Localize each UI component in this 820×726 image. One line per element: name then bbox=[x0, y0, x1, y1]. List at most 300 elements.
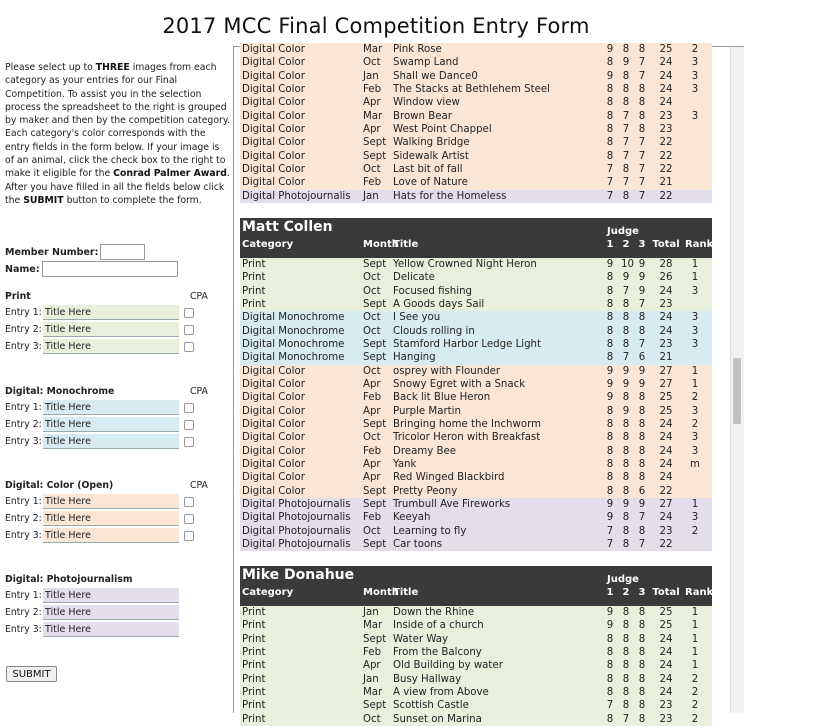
rank-cell: 3 bbox=[691, 405, 699, 417]
category-header: Category bbox=[242, 587, 294, 599]
table-row bbox=[240, 83, 712, 96]
month-cell: Feb bbox=[363, 177, 382, 189]
entry-row bbox=[5, 587, 220, 604]
entry-title-input[interactable] bbox=[43, 339, 179, 354]
cpa-checkbox[interactable] bbox=[184, 437, 194, 447]
total-cell: 24 bbox=[659, 472, 673, 484]
rank-cell: 3 bbox=[691, 110, 699, 122]
category-cell: Digital Photojournalis bbox=[242, 498, 351, 510]
month-cell: Sept bbox=[363, 352, 387, 364]
total-cell: 24 bbox=[659, 432, 673, 444]
category-cell: Digital Photojournalis bbox=[242, 190, 351, 202]
rank-cell: 3 bbox=[691, 83, 699, 95]
entry-title-input[interactable] bbox=[43, 400, 179, 415]
judge1-cell: 7 bbox=[606, 163, 614, 175]
cpa-checkbox[interactable] bbox=[184, 342, 194, 352]
section-header bbox=[5, 386, 220, 399]
category-cell: Print bbox=[242, 272, 266, 284]
month-cell: Sept bbox=[363, 137, 387, 149]
table-row bbox=[240, 431, 712, 444]
table-row bbox=[240, 96, 712, 109]
judge-header: Judge bbox=[607, 574, 639, 586]
table-row bbox=[240, 458, 712, 471]
judge1-cell: 8 bbox=[606, 458, 614, 470]
title-cell: Yellow Crowned Night Heron bbox=[393, 258, 537, 270]
judge2-cell: 8 bbox=[622, 190, 630, 202]
judge2-cell: 7 bbox=[622, 177, 630, 189]
title-cell: A Goods days Sail bbox=[393, 298, 485, 310]
judge3-cell: 8 bbox=[638, 607, 646, 619]
rank-cell: 2 bbox=[691, 713, 699, 725]
total-cell: 23 bbox=[659, 110, 673, 122]
judge1-cell: 7 bbox=[606, 700, 614, 712]
title-cell: Scottish Castle bbox=[393, 700, 469, 712]
title-cell: Water Way bbox=[393, 633, 449, 645]
judge1-cell: 8 bbox=[606, 472, 614, 484]
judge1-cell: 8 bbox=[606, 660, 614, 672]
judge2-cell: 8 bbox=[622, 83, 630, 95]
category-cell: Digital Color bbox=[242, 405, 305, 417]
cpa-checkbox[interactable] bbox=[184, 308, 194, 318]
entry-title-input[interactable] bbox=[43, 622, 179, 637]
month-cell: Oct bbox=[363, 312, 381, 324]
table-row bbox=[240, 646, 712, 659]
judge3-cell: 9 bbox=[638, 285, 646, 297]
category-cell: Digital Color bbox=[242, 392, 305, 404]
judge3-cell: 7 bbox=[638, 538, 646, 550]
judge2-cell: 8 bbox=[622, 485, 630, 497]
title-cell: Brown Bear bbox=[393, 110, 452, 122]
entry-title-input[interactable] bbox=[43, 511, 179, 526]
rank-cell: 3 bbox=[691, 285, 699, 297]
total-cell: 21 bbox=[659, 177, 673, 189]
table-row bbox=[240, 498, 712, 511]
month-cell: Feb bbox=[363, 83, 382, 95]
judge1-cell: 8 bbox=[606, 338, 614, 350]
month-cell: Apr bbox=[363, 660, 381, 672]
table-row bbox=[240, 633, 712, 646]
entry-row bbox=[5, 510, 220, 527]
total-cell: 24 bbox=[659, 512, 673, 524]
title-cell: Delicate bbox=[393, 272, 435, 284]
maker-name: Matt Collen bbox=[242, 218, 333, 235]
maker-name: Mike Donahue bbox=[242, 567, 355, 584]
category-cell: Print bbox=[242, 285, 266, 297]
table-row bbox=[240, 163, 712, 176]
judge2-cell: 8 bbox=[622, 700, 630, 712]
title-cell: Inside of a church bbox=[393, 620, 484, 632]
judge1-cell: 8 bbox=[606, 633, 614, 645]
table-row bbox=[240, 471, 712, 484]
total-cell: 26 bbox=[659, 272, 673, 284]
judge1-cell: 8 bbox=[606, 123, 614, 135]
judge3-cell: 8 bbox=[638, 525, 646, 537]
judge1-header: 1 bbox=[606, 238, 614, 250]
judge1-cell: 8 bbox=[606, 432, 614, 444]
section-title: Digital: Photojournalism bbox=[5, 574, 133, 585]
title-cell: Last bit of fall bbox=[393, 163, 463, 175]
member-number-input[interactable] bbox=[100, 244, 145, 260]
cpa-checkbox[interactable] bbox=[184, 325, 194, 335]
entry-label: Entry 2: bbox=[5, 419, 42, 430]
month-cell: Jan bbox=[363, 70, 379, 82]
judge2-cell: 8 bbox=[622, 44, 630, 55]
judge1-cell: 9 bbox=[606, 258, 614, 270]
category-cell: Print bbox=[242, 298, 266, 310]
judge1-cell: 9 bbox=[606, 392, 614, 404]
judge3-cell: 8 bbox=[638, 432, 646, 444]
entry-row bbox=[5, 604, 220, 621]
submit-button[interactable]: SUBMIT bbox=[6, 666, 57, 682]
category-cell: Digital Color bbox=[242, 378, 305, 390]
rank-cell: 1 bbox=[691, 647, 699, 659]
table-row bbox=[240, 713, 712, 726]
judge1-cell: 8 bbox=[606, 57, 614, 69]
entry-title-input[interactable] bbox=[43, 605, 179, 620]
judge2-cell: 8 bbox=[622, 512, 630, 524]
judge2-cell: 8 bbox=[622, 163, 630, 175]
scores-spreadsheet[interactable] bbox=[233, 44, 744, 725]
judge3-cell: 8 bbox=[638, 405, 646, 417]
table-row bbox=[240, 378, 712, 391]
judge2-cell: 8 bbox=[622, 312, 630, 324]
judge3-cell: 7 bbox=[638, 70, 646, 82]
judge3-cell: 8 bbox=[638, 700, 646, 712]
total-header: Total bbox=[652, 238, 680, 250]
judge1-cell: 9 bbox=[606, 70, 614, 82]
judge3-cell: 8 bbox=[638, 633, 646, 645]
entry-title-input[interactable] bbox=[43, 322, 179, 337]
category-cell: Digital Color bbox=[242, 150, 305, 162]
title-cell: From the Balcony bbox=[393, 647, 482, 659]
maker-header bbox=[240, 218, 712, 258]
total-header: Total bbox=[652, 587, 680, 599]
judge1-cell: 9 bbox=[606, 498, 614, 510]
judge3-cell: 8 bbox=[638, 392, 646, 404]
total-cell: 25 bbox=[659, 607, 673, 619]
title-cell: Sidewalk Artist bbox=[393, 150, 469, 162]
maker-header bbox=[240, 566, 712, 606]
title-cell: Swamp Land bbox=[393, 57, 459, 69]
table-row bbox=[240, 699, 712, 712]
table-row bbox=[240, 538, 712, 551]
cpa-label bbox=[190, 574, 220, 587]
title-cell: Car toons bbox=[393, 538, 443, 550]
entry-title-input[interactable] bbox=[43, 305, 179, 320]
month-cell: Oct bbox=[363, 285, 381, 297]
table-row bbox=[240, 258, 712, 271]
judge1-cell: 8 bbox=[606, 485, 614, 497]
rank-cell: 3 bbox=[691, 312, 699, 324]
judge1-cell: 7 bbox=[606, 190, 614, 202]
judge1-cell: 8 bbox=[606, 285, 614, 297]
table-row bbox=[240, 176, 712, 189]
title-header: Title bbox=[393, 587, 419, 599]
title-cell: Love of Nature bbox=[393, 177, 468, 189]
total-cell: 25 bbox=[659, 620, 673, 632]
judge2-cell: 8 bbox=[622, 525, 630, 537]
rank-cell: 2 bbox=[691, 44, 699, 55]
category-cell: Digital Color bbox=[242, 110, 305, 122]
judge2-cell: 8 bbox=[622, 647, 630, 659]
category-cell: Print bbox=[242, 607, 266, 619]
category-cell: Digital Color bbox=[242, 44, 305, 55]
total-cell: 24 bbox=[659, 312, 673, 324]
month-cell: Apr bbox=[363, 405, 381, 417]
judge3-cell: 8 bbox=[638, 673, 646, 685]
cpa-label: CPA bbox=[190, 291, 208, 302]
total-cell: 24 bbox=[659, 418, 673, 430]
title-cell: Dreamy Bee bbox=[393, 445, 457, 457]
month-cell: Oct bbox=[363, 713, 381, 725]
judge2-cell: 7 bbox=[622, 123, 630, 135]
entry-title-input[interactable] bbox=[43, 494, 179, 509]
total-cell: 27 bbox=[659, 498, 673, 510]
rank-header: Rank bbox=[685, 587, 714, 599]
cpa-checkbox[interactable] bbox=[184, 531, 194, 541]
category-cell: Digital Color bbox=[242, 83, 305, 95]
total-cell: 25 bbox=[659, 405, 673, 417]
category-cell: Digital Color bbox=[242, 365, 305, 377]
total-cell: 22 bbox=[659, 150, 673, 162]
judge2-cell: 8 bbox=[622, 445, 630, 457]
total-cell: 28 bbox=[659, 258, 673, 270]
title-cell: Purple Martin bbox=[393, 405, 461, 417]
title-cell: Clouds rolling in bbox=[393, 325, 475, 337]
category-cell: Digital Color bbox=[242, 445, 305, 457]
total-cell: 24 bbox=[659, 97, 673, 109]
title-cell: Focused fishing bbox=[393, 285, 473, 297]
judge3-cell: 9 bbox=[638, 272, 646, 284]
category-cell: Digital Color bbox=[242, 485, 305, 497]
judge2-cell: 8 bbox=[622, 97, 630, 109]
category-cell: Print bbox=[242, 713, 266, 725]
title-cell: The Stacks at Bethlehem Steel bbox=[393, 83, 550, 95]
judge3-cell: 8 bbox=[638, 312, 646, 324]
month-cell: Sept bbox=[363, 338, 387, 350]
title-cell: Walking Bridge bbox=[393, 137, 470, 149]
column-headers bbox=[240, 238, 712, 251]
page-title: 2017 MCC Final Competition Entry Form bbox=[162, 14, 590, 38]
category-cell: Print bbox=[242, 620, 266, 632]
category-cell: Digital Color bbox=[242, 418, 305, 430]
judge1-cell: 9 bbox=[606, 44, 614, 55]
table-row bbox=[240, 271, 712, 284]
month-cell: Jan bbox=[363, 607, 379, 619]
judge2-cell: 8 bbox=[622, 458, 630, 470]
entry-title-input[interactable] bbox=[43, 434, 179, 449]
category-cell: Digital Color bbox=[242, 97, 305, 109]
judge3-cell: 8 bbox=[638, 44, 646, 55]
judge3-cell: 6 bbox=[638, 352, 646, 364]
rank-cell: 2 bbox=[691, 700, 699, 712]
title-cell: osprey with Flounder bbox=[393, 365, 501, 377]
total-cell: 24 bbox=[659, 458, 673, 470]
judge2-cell: 7 bbox=[622, 137, 630, 149]
judge2-cell: 7 bbox=[622, 352, 630, 364]
table-row bbox=[240, 123, 712, 136]
cpa-checkbox[interactable] bbox=[184, 514, 194, 524]
entry-label: Entry 3: bbox=[5, 341, 42, 352]
rank-cell: 3 bbox=[691, 512, 699, 524]
entry-label: Entry 1: bbox=[5, 307, 42, 318]
total-cell: 24 bbox=[659, 70, 673, 82]
judge2-cell: 8 bbox=[622, 392, 630, 404]
entry-label: Entry 2: bbox=[5, 607, 42, 618]
column-headers bbox=[240, 586, 712, 599]
judge1-cell: 9 bbox=[606, 620, 614, 632]
category-cell: Digital Color bbox=[242, 163, 305, 175]
rank-cell: 1 bbox=[691, 498, 699, 510]
judge3-cell: 8 bbox=[638, 713, 646, 725]
judge3-cell: 7 bbox=[638, 57, 646, 69]
member-number-label: Member Number: bbox=[5, 246, 99, 258]
judge2-cell: 8 bbox=[622, 298, 630, 310]
table-row bbox=[240, 511, 712, 524]
month-cell: Sept bbox=[363, 298, 387, 310]
table-row bbox=[240, 485, 712, 498]
judge1-cell: 8 bbox=[606, 110, 614, 122]
rank-cell: 1 bbox=[691, 378, 699, 390]
judge2-cell: 8 bbox=[622, 472, 630, 484]
entry-row bbox=[5, 304, 220, 321]
month-header: Month bbox=[363, 238, 399, 250]
rank-cell: 3 bbox=[691, 57, 699, 69]
judge3-cell: 9 bbox=[638, 365, 646, 377]
entry-title-input[interactable] bbox=[43, 588, 179, 603]
title-cell: Back lit Blue Heron bbox=[393, 392, 491, 404]
entry-row bbox=[5, 399, 220, 416]
month-cell: Sept bbox=[363, 485, 387, 497]
rank-cell: 3 bbox=[691, 338, 699, 350]
entry-title-input[interactable] bbox=[43, 417, 179, 432]
entry-title-input[interactable] bbox=[43, 528, 179, 543]
table-row bbox=[240, 43, 712, 56]
month-cell: Jan bbox=[363, 673, 379, 685]
section-monochrome bbox=[5, 386, 220, 450]
judge3-cell: 8 bbox=[638, 472, 646, 484]
member-number-row bbox=[5, 244, 145, 260]
judge2-cell: 7 bbox=[622, 150, 630, 162]
cpa-checkbox[interactable] bbox=[184, 497, 194, 507]
month-cell: Apr bbox=[363, 123, 381, 135]
title-cell: Yank bbox=[393, 458, 417, 470]
table-row bbox=[240, 673, 712, 686]
judge2-cell: 8 bbox=[622, 538, 630, 550]
section-color bbox=[5, 480, 220, 544]
judge-header: Judge bbox=[607, 225, 639, 237]
judge1-cell: 8 bbox=[606, 673, 614, 685]
title-cell: Hats for the Homeless bbox=[393, 190, 507, 202]
entry-label: Entry 2: bbox=[5, 324, 42, 335]
rank-cell: 3 bbox=[691, 325, 699, 337]
category-cell: Digital Photojournalis bbox=[242, 538, 351, 550]
name-label: Name: bbox=[5, 263, 40, 275]
month-cell: Jan bbox=[363, 190, 379, 202]
total-cell: 24 bbox=[659, 57, 673, 69]
section-print bbox=[5, 291, 220, 355]
judge1-cell: 8 bbox=[606, 418, 614, 430]
table-row bbox=[240, 391, 712, 404]
month-cell: Apr bbox=[363, 472, 381, 484]
category-cell: Digital Color bbox=[242, 123, 305, 135]
table-row bbox=[240, 525, 712, 538]
category-cell: Digital Color bbox=[242, 70, 305, 82]
instructions-text: Please select up to THREE images from each category as your entries for our Final Competition. To assist you in the selection process the spreadsheet to the right is grouped by maker and then by the competition category. Each category's color corresponds with the entry fields in the form below. If your image is of an animal, click the check box to the right to make it eligible for the Conrad Palmer Award. After you have filled in all the fields below click the SUBMIT button to complete the form. bbox=[5, 62, 230, 206]
rank-cell: 1 bbox=[691, 272, 699, 284]
title-cell: Learning to fly bbox=[393, 525, 467, 537]
rank-cell: 3 bbox=[691, 445, 699, 457]
section-header bbox=[5, 480, 220, 493]
table-row bbox=[240, 190, 712, 203]
rank-cell: 1 bbox=[691, 633, 699, 645]
judge2-cell: 8 bbox=[622, 620, 630, 632]
total-cell: 22 bbox=[659, 485, 673, 497]
judge3-cell: 8 bbox=[638, 418, 646, 430]
month-cell: Feb bbox=[363, 445, 382, 457]
section-title: Digital: Monochrome bbox=[5, 386, 115, 397]
title-cell: Old Building by water bbox=[393, 660, 503, 672]
table-row bbox=[240, 619, 712, 632]
total-cell: 23 bbox=[659, 123, 673, 135]
table-row bbox=[240, 136, 712, 149]
judge1-cell: 7 bbox=[606, 525, 614, 537]
table-row bbox=[240, 659, 712, 672]
judge1-cell: 8 bbox=[606, 325, 614, 337]
total-cell: 23 bbox=[659, 338, 673, 350]
judge2-cell: 9 bbox=[622, 57, 630, 69]
judge3-cell: 6 bbox=[638, 485, 646, 497]
month-cell: Oct bbox=[363, 432, 381, 444]
category-cell: Print bbox=[242, 647, 266, 659]
title-cell: Pretty Peony bbox=[393, 485, 458, 497]
judge2-cell: 8 bbox=[622, 70, 630, 82]
judge3-cell: 7 bbox=[638, 137, 646, 149]
total-cell: 24 bbox=[659, 660, 673, 672]
title-cell: Sunset on Marina bbox=[393, 713, 482, 725]
section-photojournalism bbox=[5, 574, 220, 638]
section-header bbox=[5, 574, 220, 587]
cpa-checkbox[interactable] bbox=[184, 403, 194, 413]
judge3-cell: 7 bbox=[638, 163, 646, 175]
entry-row bbox=[5, 493, 220, 510]
judge2-header: 2 bbox=[622, 238, 630, 250]
judge1-cell: 8 bbox=[606, 298, 614, 310]
judge1-cell: 8 bbox=[606, 445, 614, 457]
rank-cell: m bbox=[690, 458, 700, 470]
judge2-cell: 9 bbox=[622, 405, 630, 417]
scrollbar-thumb[interactable] bbox=[733, 358, 741, 424]
title-cell: Trumbull Ave Fireworks bbox=[393, 498, 511, 510]
name-input[interactable] bbox=[42, 261, 178, 277]
title-cell: Red Winged Blackbird bbox=[393, 472, 505, 484]
total-cell: 27 bbox=[659, 378, 673, 390]
table-row bbox=[240, 445, 712, 458]
title-cell: Snowy Egret with a Snack bbox=[393, 378, 526, 390]
entry-row bbox=[5, 338, 220, 355]
category-cell: Digital Monochrome bbox=[242, 338, 345, 350]
judge2-cell: 7 bbox=[622, 110, 630, 122]
section-title: Digital: Color (Open) bbox=[5, 480, 114, 491]
cpa-checkbox[interactable] bbox=[184, 420, 194, 430]
judge3-cell: 8 bbox=[638, 83, 646, 95]
rank-cell: 2 bbox=[691, 687, 699, 699]
judge2-cell: 8 bbox=[622, 673, 630, 685]
entry-label: Entry 1: bbox=[5, 590, 42, 601]
entry-label: Entry 2: bbox=[5, 513, 42, 524]
month-cell: Apr bbox=[363, 458, 381, 470]
category-cell: Print bbox=[242, 258, 266, 270]
